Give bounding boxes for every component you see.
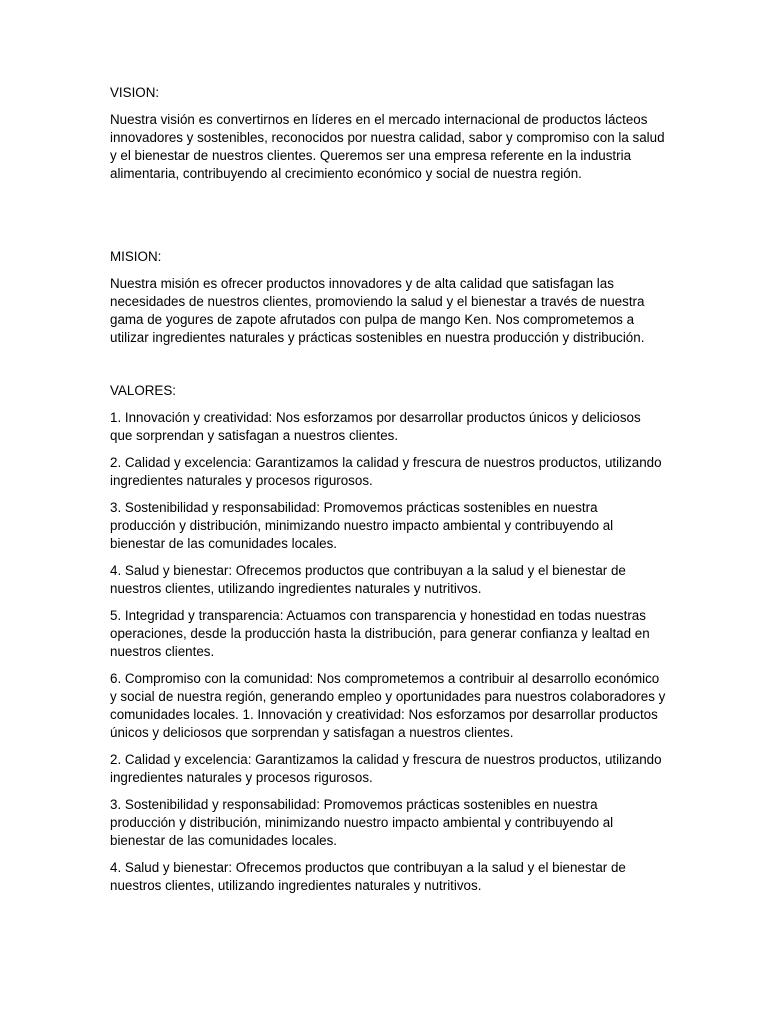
valores-heading: VALORES: (110, 383, 176, 398)
mision-paragraph: Nuestra misión es ofrecer productos innovadores y de alta calidad que satisfagan las necesidades de nuestros clientes, promoviendo la salud y el bienestar a través de nuestra gama de yogures de zapote afrutados con pulpa de mango Ken. Nos comprometemos a utilizar ingredientes naturales y prácticas sostenibles en nuestra producción y distribución. (110, 276, 645, 345)
valores-list (110, 409, 666, 895)
mision-heading: MISION: (110, 249, 162, 264)
vision-heading: VISION: (110, 85, 160, 100)
valor-item: 5. Integridad y transparencia: Actuamos con transparencia y honestidad en todas nuestras operaciones, desde la producción hasta la distribución, para generar confianza y lealtad en nuestros clientes. (110, 608, 650, 659)
valor-item: 2. Calidad y excelencia: Garantizamos la calidad y frescura de nuestros productos, utilizando ingredientes naturales y procesos rigurosos. (110, 752, 662, 785)
valor-item: 4. Salud y bienestar: Ofrecemos productos que contribuyan a la salud y el bienestar de nuestros clientes, utilizando ingredientes naturales y nutritivos. (110, 563, 626, 596)
spacer (110, 192, 666, 248)
document-page (110, 84, 666, 904)
valor-item: 2. Calidad y excelencia: Garantizamos la calidad y frescura de nuestros productos, utilizando ingredientes naturales y procesos rigurosos. (110, 455, 662, 488)
valor-item: 4. Salud y bienestar: Ofrecemos productos que contribuyan a la salud y el bienestar de nuestros clientes, utilizando ingredientes naturales y nutritivos. (110, 860, 626, 893)
vision-paragraph: Nuestra visión es convertirnos en líderes en el mercado internacional de productos lácteos innovadores y sostenibles, reconocidos por nuestra calidad, sabor y compromiso con la salud y el bienestar de nuestros clientes. Queremos ser una empresa referente en la industria alimentaria, contribuyendo al crecimiento económico y social de nuestra región. (110, 112, 665, 181)
valor-item: 6. Compromiso con la comunidad: Nos comprometemos a contribuir al desarrollo económico y social de nuestra región, generando empleo y oportunidades para nuestros colaboradores y comunidades locales. 1. Innovación y creatividad: Nos esforzamos por desarrollar productos únicos y deliciosos que sorprendan y satisfagan a nuestros clientes. (110, 671, 666, 740)
valor-item: 3. Sostenibilidad y responsabilidad: Promovemos prácticas sostenibles en nuestra producción y distribución, minimizando nuestro impacto ambiental y contribuyendo al bienestar de las comunidades locales. (110, 500, 614, 551)
valor-item: 1. Innovación y creatividad: Nos esforzamos por desarrollar productos únicos y deliciosos que sorprendan y satisfagan a nuestros clientes. (110, 410, 641, 443)
spacer (110, 356, 666, 382)
valor-item: 3. Sostenibilidad y responsabilidad: Promovemos prácticas sostenibles en nuestra producción y distribución, minimizando nuestro impacto ambiental y contribuyendo al bienestar de las comunidades locales. (110, 797, 614, 848)
